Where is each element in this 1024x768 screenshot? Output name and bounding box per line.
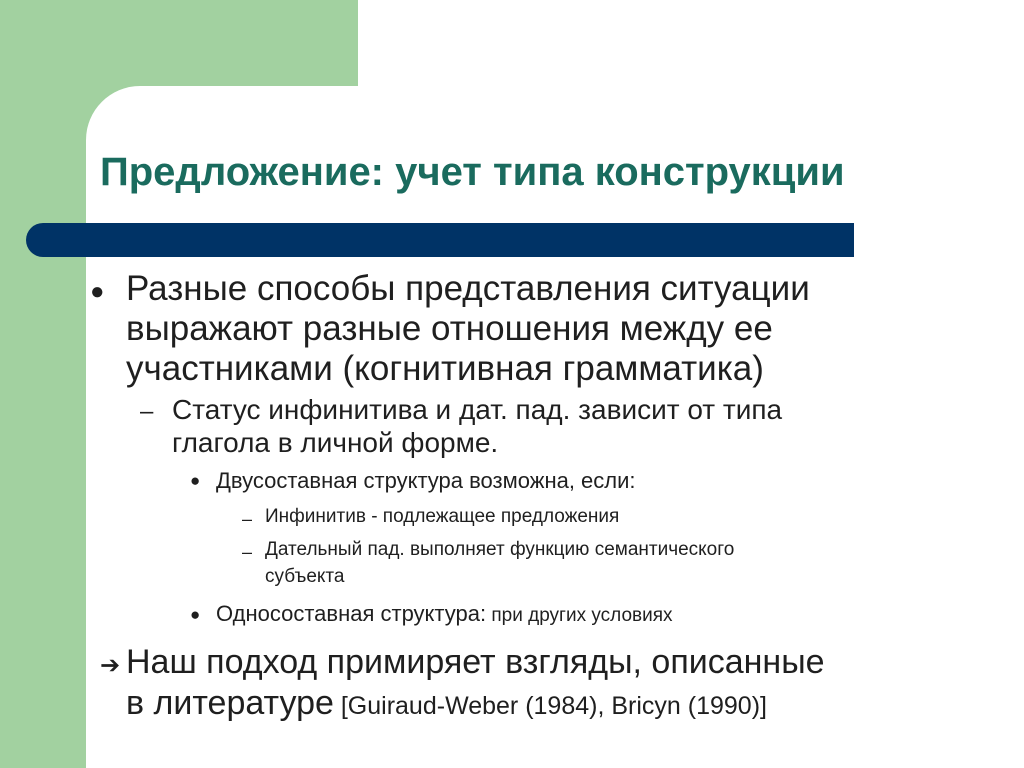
level4-item-1: Инфинитив - подлежащее предложения: [265, 506, 620, 527]
bullet-1-line-3: участниками (когнитивная грамматика): [126, 349, 764, 388]
dash-icon: –: [242, 509, 253, 529]
arrow-icon: ➔: [100, 652, 121, 679]
arrow-line-1: Наш подход примиряет взгляды, описанные: [126, 643, 825, 681]
reference: [Guiraud-Weber (1984), Bricyn (1990)]: [333, 692, 767, 720]
sub-1-line-2: глагола в личной форме.: [172, 427, 499, 458]
dash-icon: –: [140, 398, 154, 425]
arrow-line-2-main: в литературе: [126, 684, 334, 722]
level4-item-2-line-1: Дательный пад. выполняет функцию семантического: [265, 539, 735, 560]
bullet-1-line-2: выражают разные отношения между ее: [126, 309, 773, 348]
bullet-1-line-1: Разные способы представления ситуации: [126, 269, 810, 308]
slide-title: Предложение: учет типа конструкции: [100, 150, 845, 194]
arrow-line-2: [126, 684, 767, 723]
bullet-icon: ●: [190, 605, 201, 624]
bullet-icon: ●: [190, 471, 201, 490]
sub-sub-2: [216, 601, 673, 627]
sub-sub-2-tail: при других условиях: [486, 605, 673, 626]
sub-1-line-1: Статус инфинитива и дат. пад. зависит от типа: [172, 394, 783, 425]
sub-sub-2-main: Односоставная структура:: [216, 601, 487, 626]
dash-icon: –: [242, 542, 253, 562]
bullet-icon: ●: [90, 278, 105, 305]
level4-item-2-line-2: субъекта: [265, 566, 345, 587]
title-underline-bar: [26, 223, 854, 257]
sub-sub-1: Двусоставная структура возможна, если:: [216, 468, 636, 493]
